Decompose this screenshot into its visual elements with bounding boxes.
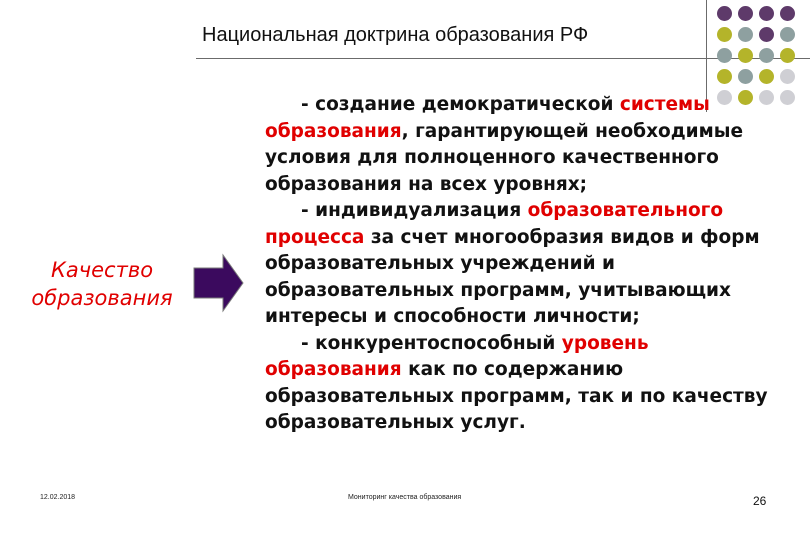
- quality-label-line1: Качество: [50, 258, 154, 282]
- decorative-dot: [717, 69, 732, 84]
- decorative-dot: [717, 48, 732, 63]
- decorative-dot: [759, 27, 774, 42]
- decorative-dot: [780, 48, 795, 63]
- doctrine-paragraph-1: - создание демократической системы образования, гарантирующей необходимые условия для полноценного качественного образования на всех уровнях;: [265, 94, 744, 195]
- doctrine-paragraph-3: - конкурентоспособный уровень образования как по содержанию образовательных программ, так и по качеству образовательных услуг.: [265, 332, 768, 433]
- footer-date: 12.02.2018: [40, 494, 76, 501]
- decorative-dot: [738, 6, 753, 21]
- decorative-dot: [738, 48, 753, 63]
- decorative-dot: [780, 6, 795, 21]
- doctrine-text: [265, 92, 785, 437]
- footer-title: Мониторинг качества образования: [348, 494, 462, 501]
- page-number: 26: [753, 494, 767, 508]
- decorative-dot: [759, 48, 774, 63]
- doctrine-paragraph-2: - индивидуализация образовательного процесса за счет многообразия видов и форм образовательных учреждений и образовательных программ, учитывающих интересы и способности личности;: [265, 200, 760, 327]
- decorative-dot: [717, 6, 732, 21]
- decorative-dot: [780, 69, 795, 84]
- quality-label: [12, 256, 192, 312]
- quality-label-line2: образования: [31, 286, 173, 310]
- slide-title: Национальная доктрина образования РФ: [202, 24, 589, 46]
- decorative-dot: [759, 6, 774, 21]
- decorative-dot: [717, 27, 732, 42]
- decorative-dot: [738, 69, 753, 84]
- right-arrow-icon: [193, 253, 245, 313]
- decorative-dot: [738, 27, 753, 42]
- decorative-dot: [780, 27, 795, 42]
- decorative-dot: [759, 69, 774, 84]
